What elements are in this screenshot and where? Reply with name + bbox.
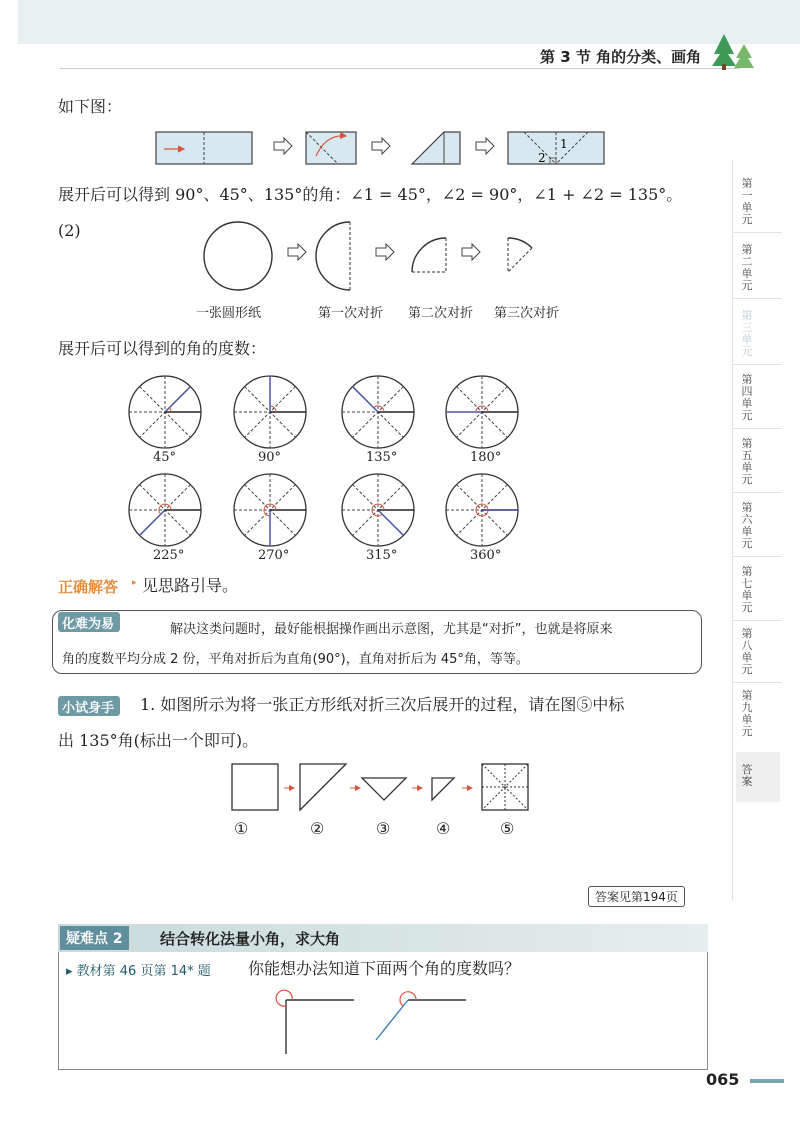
difficulty-bar	[58, 924, 708, 952]
caption-second-fold: 第二次对折	[408, 306, 474, 321]
angle-label: 90°	[258, 450, 282, 465]
bullet-icon: ▸	[132, 578, 137, 588]
header-rule	[60, 68, 740, 69]
header-band	[18, 0, 800, 44]
tab-unit-4[interactable]: 第四单元	[741, 373, 753, 422]
difficulty-question: 你能想办法知道下面两个角的度数吗？	[248, 959, 521, 978]
angle-label: 315°	[366, 548, 398, 563]
angle-circle	[342, 474, 414, 546]
tab-unit-9[interactable]: 第九单元	[741, 689, 753, 738]
tree-icon	[712, 34, 754, 70]
tab-divider	[732, 428, 782, 429]
side-rule	[732, 160, 733, 900]
answer-label: 正确解答	[58, 578, 119, 596]
caption-third-fold: 第三次对折	[494, 306, 560, 321]
result-1: 展开后可以得到 90°、45°、135°的角：∠1 = 45°，∠2 = 90°，∠1 + ∠2 = 135°。	[58, 185, 683, 204]
square-folding-figure	[228, 760, 548, 820]
difficulty-title: 结合转化法量小角，求大角	[160, 930, 341, 948]
try-label: 小试身手	[58, 696, 120, 716]
angle-label: 360°	[470, 548, 502, 563]
tip-line-1: 解决这类问题时，最好能根据操作画出示意图，尤其是“对折”，也就是将原来	[170, 622, 613, 637]
tab-divider	[732, 232, 782, 233]
rectangle-folding-figure	[150, 126, 610, 172]
tab-divider	[732, 298, 782, 299]
angle-circle	[129, 474, 201, 546]
page-number: 065	[706, 1070, 740, 1089]
page-number-bar	[750, 1079, 784, 1083]
angle-label: 180°	[470, 450, 502, 465]
tab-divider	[732, 364, 782, 365]
result-2: 展开后可以得到的角的度数：	[58, 339, 267, 358]
angle-circle	[446, 474, 518, 546]
try-line-1: 1. 如图所示为将一张正方形纸对折三次后展开的过程，请在图⑤中标	[140, 695, 625, 714]
tab-divider	[732, 556, 782, 557]
tab-divider	[732, 682, 782, 683]
tab-unit-6[interactable]: 第六单元	[741, 501, 753, 550]
tab-unit-7[interactable]: 第七单元	[741, 565, 753, 614]
tab-divider	[732, 492, 782, 493]
difficulty-badge: 疑难点 2	[60, 926, 129, 950]
step-5-label: ⑤	[500, 819, 515, 838]
angle-circle	[342, 376, 414, 448]
part-2-label: (2)	[58, 221, 81, 240]
angle-circles-figure	[120, 372, 540, 570]
tab-unit-8[interactable]: 第八单元	[741, 627, 753, 676]
angle-label: 225°	[153, 548, 185, 563]
tab-unit-5[interactable]: 第五单元	[741, 437, 753, 486]
step-3-label: ③	[376, 819, 391, 838]
caption-first-fold: 第一次对折	[318, 306, 384, 321]
tab-unit-3[interactable]: 第三单元	[741, 309, 753, 358]
caption-circle-paper: 一张圆形纸	[196, 306, 262, 321]
step-2-label: ②	[310, 819, 325, 838]
textbook-reference: ▸ 教材第 46 页第 14* 题	[66, 964, 211, 979]
answer-text: 见思路引导。	[142, 576, 239, 595]
angles-figure	[270, 986, 470, 1056]
circle-folding-figure	[196, 218, 576, 298]
try-line-2: 出 135°角(标出一个即可)。	[58, 731, 259, 750]
angle-label: 270°	[258, 548, 290, 563]
intro-text: 如下图：	[58, 97, 123, 116]
tip-label: 化难为易	[58, 612, 120, 632]
tip-line-2: 角的度数平均分成 2 份，平角对折后为直角(90°)，直角对折后为 45°角，等等。	[62, 652, 529, 667]
tab-divider	[732, 620, 782, 621]
step-4-label: ④	[436, 819, 451, 838]
angle-label: 45°	[153, 450, 177, 465]
angle-circle	[129, 376, 201, 448]
step-1-label: ①	[234, 819, 249, 838]
section-title: 第 3 节 角的分类、画角	[540, 48, 702, 66]
answer-reference[interactable]: 答案见第194页	[588, 886, 685, 907]
angle-1-label: 1	[560, 137, 568, 151]
angle-circle	[446, 376, 518, 448]
tab-answers[interactable]: 答案	[741, 763, 753, 788]
angle-label: 135°	[366, 450, 398, 465]
tab-unit-2[interactable]: 第二单元	[741, 243, 753, 292]
angle-2-label: 2	[538, 151, 546, 165]
tab-unit-1[interactable]: 第一单元	[741, 177, 753, 226]
angle-circle	[234, 376, 306, 448]
angle-circle	[234, 474, 306, 546]
